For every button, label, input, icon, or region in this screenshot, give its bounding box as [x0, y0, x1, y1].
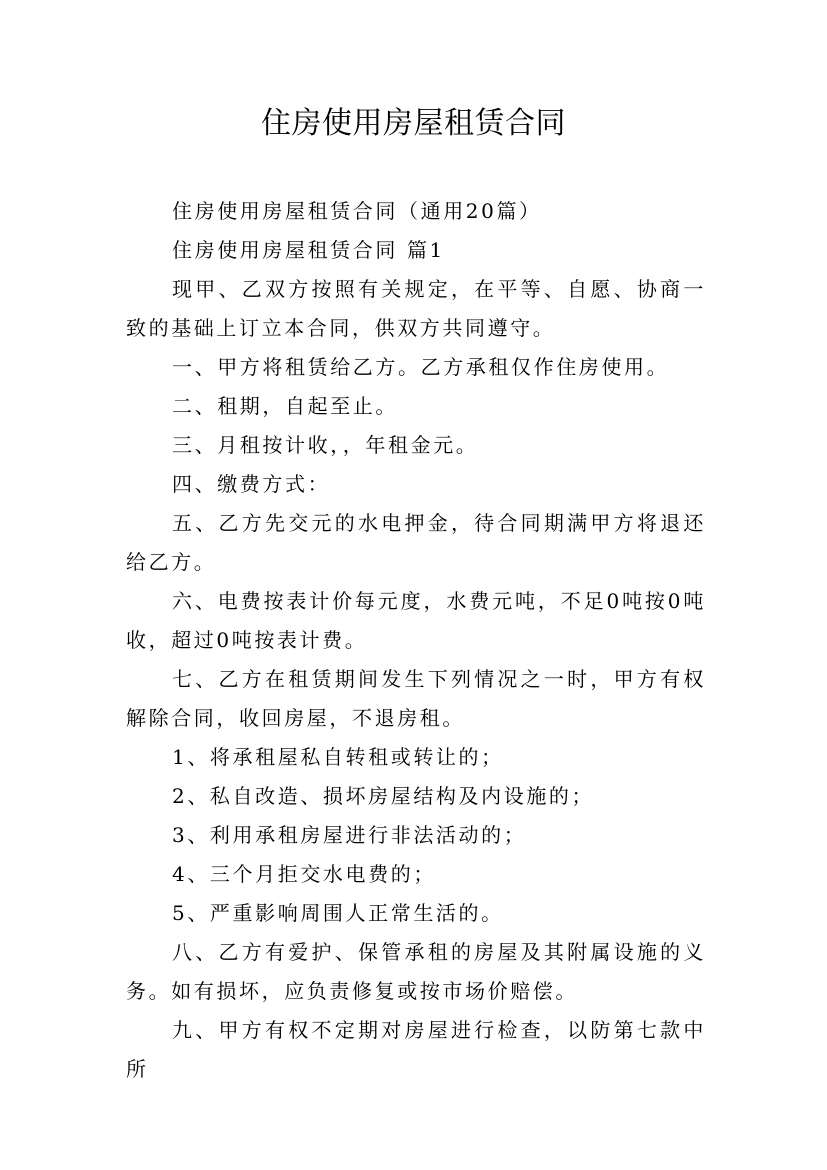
paragraph-clause-6: 六、电费按表计价每元度，水费元吨，不足0吨按0吨收，超过0吨按表计费。 — [126, 589, 706, 652]
paragraph-clause-3: 三、月租按计收，，年租金元。 — [172, 433, 479, 457]
paragraph-item-4: 4、三个月拒交水电费的； — [172, 862, 436, 886]
paragraph-item-5: 5、严重影响周围人正常生活的。 — [172, 901, 504, 925]
document-body — [126, 192, 706, 1089]
paragraph-clause-4: 四、缴费方式： — [172, 472, 331, 496]
document-title: 住房使用房屋租赁合同 — [261, 106, 566, 141]
paragraph-clause-1: 一、甲方将租赁给乙方。乙方承租仅作住房使用。 — [172, 355, 670, 379]
paragraph-item-1: 1、将承租屋私自转租或转让的； — [172, 745, 504, 769]
paragraph-clause-5: 五、乙方先交元的水电押金，待合同期满甲方将退还给乙方。 — [126, 511, 706, 574]
paragraph-preamble: 现甲、乙双方按照有关规定，在平等、自愿、协商一致的基础上订立本合同，供双方共同遵守。 — [126, 277, 706, 340]
paragraph-clause-7: 七、乙方在租赁期间发生下列情况之一时，甲方有权解除合同，收回房屋，不退房租。 — [126, 667, 706, 730]
paragraph-item-2: 2、私自改造、损坏房屋结构及内设施的； — [172, 784, 595, 808]
paragraph-item-3: 3、利用承租房屋进行非法活动的； — [172, 823, 527, 847]
paragraph-clause-8: 八、乙方有爱护、保管承租的房屋及其附属设施的义务。如有损坏，应负责修复或按市场价赔偿。 — [126, 940, 706, 1003]
paragraph-clause-9: 九、甲方有权不定期对房屋进行检查，以防第七款中所 — [126, 1018, 706, 1081]
paragraph-clause-2: 二、租期，自起至止。 — [172, 394, 398, 418]
paragraph-section-heading: 住房使用房屋租赁合同 篇1 — [172, 238, 445, 262]
paragraph-subtitle: 住房使用房屋租赁合同（通用20篇） — [172, 199, 542, 223]
